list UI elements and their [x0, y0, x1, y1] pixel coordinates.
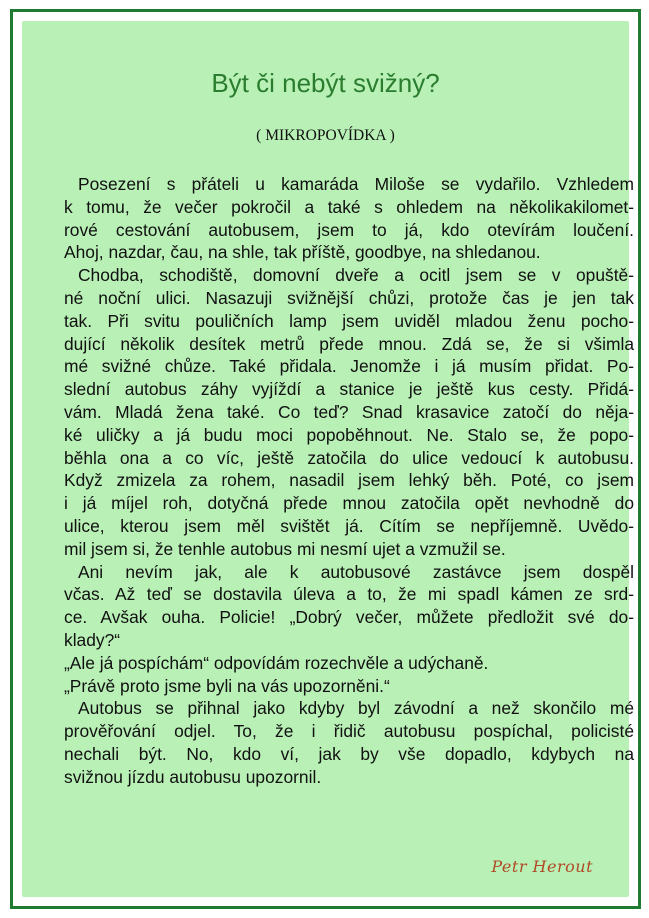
- text-line: „Právě proto jsme byli na vás upozorněni.“: [64, 675, 390, 696]
- text-line: svižnou jízdu autobusu upozornil.: [64, 766, 322, 787]
- text-line: Chodba, schodiště, domovní dveře a ocitl jsem se v opuště-: [78, 265, 634, 286]
- text-line: Autobus se přihnal jako kdyby byl závodní a než skončilo mé: [78, 698, 634, 719]
- text-line: rové cestování autobusem, jsem to já, kdo otevírám loučení.: [64, 219, 634, 240]
- text-line: slední autobus záhy vyjíždí a stanice je ještě kus cesty. Přidá-: [64, 379, 634, 400]
- story-paper: [22, 21, 634, 897]
- text-line: běhla ona a co víc, ještě zatočila do ulice vedoucí k autobusu.: [64, 447, 634, 468]
- text-line: nechali být. No, kdo ví, jak by vše dopadlo, kdybych na: [64, 743, 634, 764]
- story-body: [64, 173, 634, 789]
- text-line: tak. Při svitu pouličních lamp jsem uviděl mladou ženu pocho-: [64, 310, 634, 331]
- page-frame: [10, 9, 641, 909]
- story-title: Být či nebýt svižný?: [211, 68, 440, 98]
- text-line: dující několik desítek metrů přede mnou. Zdá se, že si všimla: [64, 333, 634, 354]
- text-line: Ahoj, nazdar, čau, na shle, tak příště, goodbye, na shledanou.: [64, 242, 541, 263]
- text-line: prověřování odjel. To, že i řidič autobusu pospíchal, policisté: [64, 721, 634, 742]
- text-line: Ani nevím jak, ale k autobusové zastávce jsem dospěl: [78, 561, 634, 582]
- text-line: včas. Až teď se dostavila úleva a to, že mi spadl kámen ze srd-: [64, 584, 634, 605]
- text-line: klady?“: [64, 629, 121, 650]
- text-line: Když zmizela za rohem, nasadil jsem lehký běh. Poté, co jsem: [64, 470, 634, 491]
- text-line: né noční ulici. Nasazuji svižnější chůzi, protože čas je jen tak: [64, 287, 634, 308]
- text-line: i já míjel roh, dotyčná přede mnou zatočila opět nevhodně do: [64, 493, 634, 514]
- author-signature: Petr Herout: [491, 857, 593, 876]
- text-line: mil jsem si, že tenhle autobus mi nesmí ujet a vzmužil se.: [64, 538, 506, 559]
- text-line: vám. Mladá žena také. Co teď? Snad krasavice zatočí do něja-: [64, 401, 634, 422]
- text-line: k tomu, že večer pokročil a také s ohledem na několikakilomet-: [64, 196, 634, 217]
- text-line: ulice, kterou jsem měl svištět já. Cítím se nepříjemně. Uvědo-: [64, 515, 634, 536]
- text-line: „Ale já pospíchám“ odpovídám rozechvěle a udýchaně.: [64, 652, 489, 673]
- text-line: mé svižné chůze. Také přidala. Jenomže i já musím přidat. Po-: [64, 356, 634, 377]
- story-subtitle: ( MIKROPOVÍDKA ): [256, 127, 395, 144]
- text-line: ce. Avšak ouha. Policie! „Dobrý večer, můžete předložit své do-: [64, 607, 634, 628]
- text-line: ké uličky a já budu moci popoběhnout. Ne. Stalo se, že popo-: [64, 424, 634, 445]
- text-line: Posezení s přáteli u kamaráda Miloše se vydařilo. Vzhledem: [78, 174, 634, 194]
